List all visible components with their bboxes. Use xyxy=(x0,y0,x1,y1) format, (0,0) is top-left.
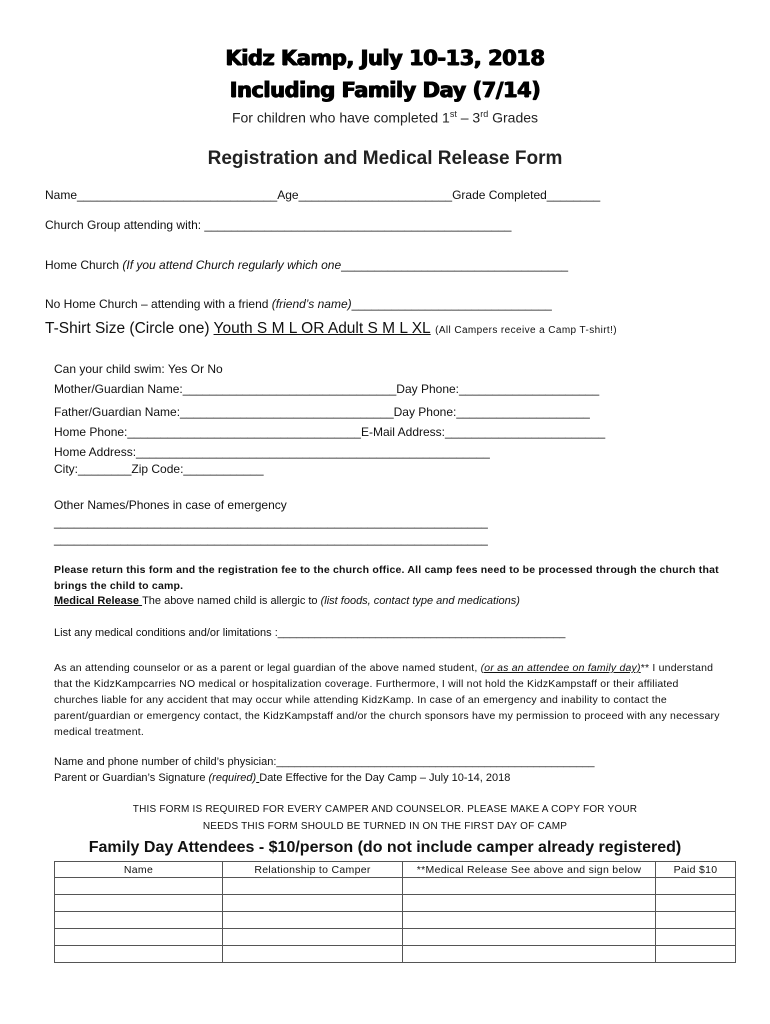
table-cell[interactable] xyxy=(656,878,736,895)
home-phone-email-field[interactable]: Home Phone:___________________________________E-Mail Address:________________________ xyxy=(54,425,606,439)
church-group-field[interactable]: Church Group attending with: ______________________________________________ xyxy=(45,218,512,232)
grade-range-text: For children who have completed 1st – 3rd Grades xyxy=(231,109,539,126)
family-day-table xyxy=(54,861,736,963)
city-zip-field[interactable]: City:________Zip Code:____________ xyxy=(54,462,264,476)
medical-release-line: Medical Release The above named child is allergic to (list foods, contact type and medications) xyxy=(54,595,520,607)
family-day-heading: Family Day Attendees - $10/person (do not include camper already registered) xyxy=(88,839,682,856)
table-cell[interactable] xyxy=(403,912,656,929)
table-cell[interactable] xyxy=(223,946,403,963)
tshirt-size-field[interactable]: T-Shirt Size (Circle one) Youth S M L OR Adult S M L XL (All Campers receive a Camp T-shirt!) xyxy=(45,320,618,337)
signature-field[interactable]: Parent or Guardian’s Signature (required) Date Effective for the Day Camp – July 10-14, 2018 xyxy=(54,772,511,784)
name-age-grade-field[interactable]: Name______________________________Age_______________________Grade Completed________ xyxy=(45,188,601,202)
physician-field[interactable]: Name and phone number of child’s physician:____________________________________________________ xyxy=(54,756,595,768)
emergency-line-1[interactable]: _________________________________________________________________ xyxy=(54,515,488,529)
home-address-field[interactable]: Home Address:_____________________________________________________ xyxy=(54,445,490,459)
table-cell[interactable] xyxy=(55,946,223,963)
table-cell[interactable] xyxy=(403,929,656,946)
table-cell[interactable] xyxy=(223,878,403,895)
no-home-church-field[interactable]: No Home Church – attending with a friend (friend’s name)______________________________ xyxy=(45,297,552,311)
required-notice-line-1: THIS FORM IS REQUIRED FOR EVERY CAMPER AND COUNSELOR. PLEASE MAKE A COPY FOR YOUR xyxy=(132,804,638,815)
table-cell[interactable] xyxy=(403,946,656,963)
swim-question[interactable]: Can your child swim: Yes Or No xyxy=(54,362,223,376)
father-guardian-field[interactable]: Father/Guardian Name:________________________________Day Phone:____________________ xyxy=(54,405,590,419)
table-row[interactable] xyxy=(55,929,736,946)
table-cell[interactable] xyxy=(223,895,403,912)
return-form-notice: Please return this form and the registration fee to the church office. All camp fees need to be processed through the church that brings the child to camp. xyxy=(54,564,719,592)
column-header-paid: Paid $10 xyxy=(656,862,736,878)
table-cell[interactable] xyxy=(656,895,736,912)
table-cell[interactable] xyxy=(55,912,223,929)
table-row[interactable] xyxy=(55,878,736,895)
column-header-name: Name xyxy=(55,862,223,878)
table-cell[interactable] xyxy=(223,929,403,946)
emergency-contacts-label: Other Names/Phones in case of emergency xyxy=(54,498,287,512)
home-church-field[interactable]: Home Church (If you attend Church regularly which one__________________________________ xyxy=(45,258,569,272)
column-header-medical-release: **Medical Release See above and sign below xyxy=(403,862,656,878)
form-title: Registration and Medical Release Form xyxy=(207,148,563,169)
page-subtitle-family-day: Including Family Day (7/14) xyxy=(229,78,541,102)
page-title: Kidz Kamp, July 10-13, 2018 xyxy=(225,46,545,70)
table-cell[interactable] xyxy=(223,912,403,929)
table-cell[interactable] xyxy=(656,946,736,963)
required-notice-line-2: NEEDS THIS FORM SHOULD BE TURNED IN ON THE FIRST DAY OF CAMP xyxy=(202,821,568,832)
mother-guardian-field[interactable]: Mother/Guardian Name:________________________________Day Phone:_____________________ xyxy=(54,382,600,396)
table-cell[interactable] xyxy=(403,878,656,895)
table-cell[interactable] xyxy=(55,929,223,946)
emergency-line-2[interactable]: _________________________________________________________________ xyxy=(54,532,488,546)
table-cell[interactable] xyxy=(656,929,736,946)
table-cell[interactable] xyxy=(403,895,656,912)
table-cell[interactable] xyxy=(55,878,223,895)
liability-release-paragraph: As an attending counselor or as a parent or legal guardian of the above named student, (or as an attendee on family day)** I understand that the KidzKampcarries NO medical or hospitalization coverage. Furthermore, I will not hold the KidzKampstaff or their affiliated churches liable for any accident that may occur while attending KidzKamp. In case of an emergency and inability to contact the parent/guardian or emergency contact, the KidzKampstaff and/or the church sponsors have my permission to proceed with any necessary medical treatment. xyxy=(54,662,720,738)
table-row[interactable] xyxy=(55,946,736,963)
medical-conditions-field[interactable]: List any medical conditions and/or limitations :_______________________________________________ xyxy=(54,627,566,639)
column-header-relationship: Relationship to Camper xyxy=(223,862,403,878)
table-cell[interactable] xyxy=(656,912,736,929)
table-row[interactable] xyxy=(55,895,736,912)
family-day-header-row xyxy=(55,862,736,878)
table-row[interactable] xyxy=(55,912,736,929)
table-cell[interactable] xyxy=(55,895,223,912)
